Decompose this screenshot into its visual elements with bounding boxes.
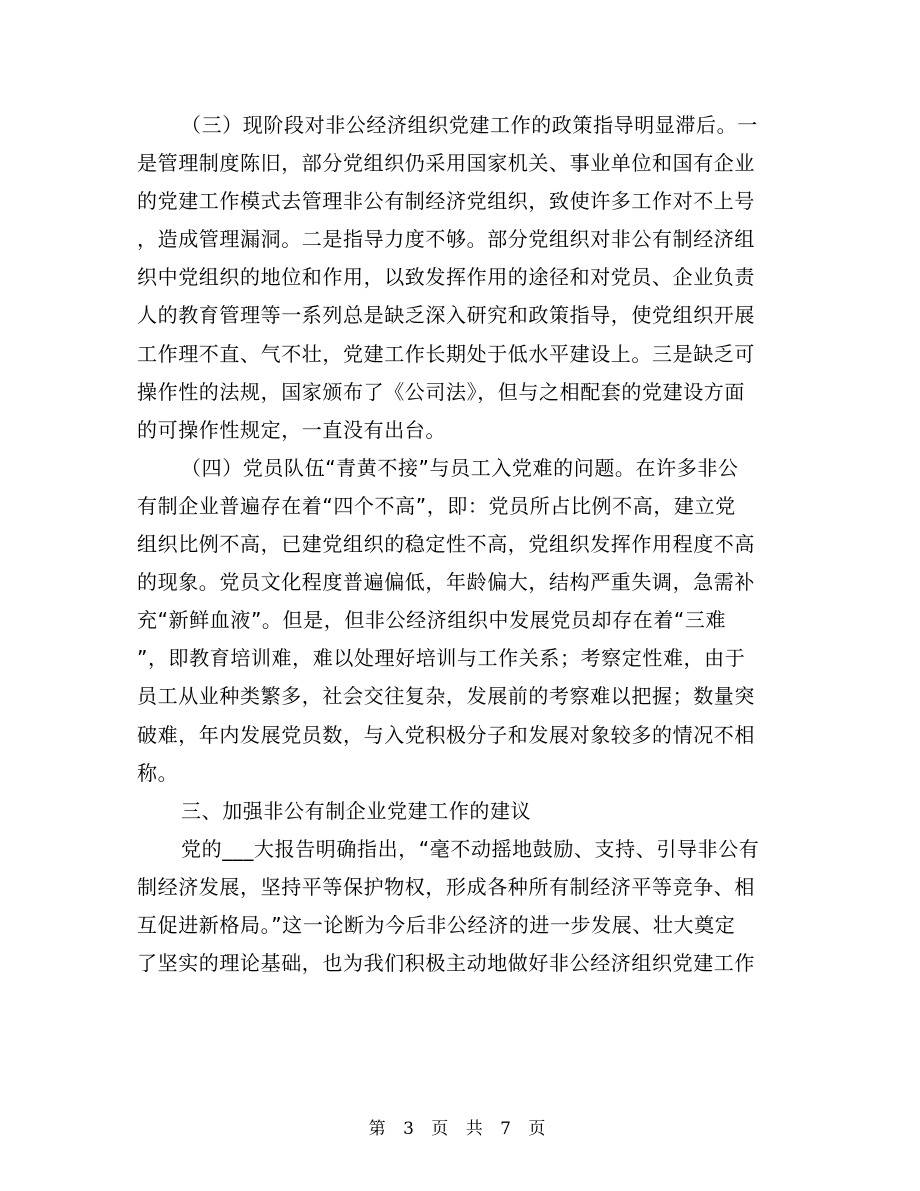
- text-line: 党的___大报告明确指出，“毫不动摇地鼓励、支持、引导非公有: [181, 836, 760, 861]
- section-heading: 三、加强非公有制企业党建工作的建议: [181, 798, 532, 823]
- text-line: ”，即教育培训难，难以处理好培训与工作关系；考察定性难，由于: [137, 646, 746, 671]
- text-line: （四）党员队伍“青黄不接”与员工入党难的问题。在许多非公: [181, 455, 739, 480]
- text-line: 的党建工作模式去管理非公有制经济党组织，致使许多工作对不上号: [137, 189, 755, 214]
- text-line: 的现象。党员文化程度普遍偏低，年龄偏大，结构严重失调，急需补: [137, 570, 755, 595]
- text-line: 工作理不直、气不壮，党建工作长期处于低水平建设上。三是缺乏可: [137, 341, 755, 366]
- document-body: [137, 106, 769, 982]
- text-line: 的可操作性规定，一直没有出台。: [137, 417, 446, 442]
- page-number-footer: 第 3 页 共 7 页: [368, 1119, 552, 1139]
- text-line: 制经济发展，坚持平等保护物权，形成各种所有制经济平等竞争、相: [137, 874, 755, 899]
- text-line: 破难，年内发展党员数，与入党积极分子和发展对象较多的情况不相: [137, 722, 755, 747]
- text-line: 有制企业普遍存在着“四个不高”，即：党员所占比例不高，建立党: [137, 493, 736, 518]
- text-line: 组织比例不高，已建党组织的稳定性不高，党组织发挥作用程度不高: [137, 532, 755, 557]
- text-line: 操作性的法规，国家颁布了《公司法》，但与之相配套的党建设方面: [137, 379, 745, 404]
- text-line: 员工从业种类繁多，社会交往复杂，发展前的考察难以把握；数量突: [137, 684, 755, 709]
- text-line: 了坚实的理论基础，也为我们积极主动地做好非公经济组织党建工作: [137, 951, 755, 976]
- text-line: 互促进新格局。”这一论断为今后非公经济的进一步发展、壮大奠定: [137, 912, 736, 937]
- text-line: 织中党组织的地位和作用，以致发挥作用的途径和对党员、企业负责: [137, 265, 755, 290]
- text-line: 充“新鲜血液”。但是，但非公经济组织中发展党员却存在着“三难: [137, 608, 727, 633]
- text-line: （三）现阶段对非公经济组织党建工作的政策指导明显滞后。一: [181, 113, 758, 137]
- text-line: 称。: [137, 760, 179, 785]
- text-line: 是管理制度陈旧，部分党组织仍采用国家机关、事业单位和国有企业: [137, 151, 755, 176]
- text-line: 人的教育管理等一系列总是缺乏深入研究和政策指导，使党组织开展: [137, 303, 755, 328]
- text-line: ，造成管理漏洞。二是指导力度不够。部分党组织对非公有制经济组: [137, 227, 755, 252]
